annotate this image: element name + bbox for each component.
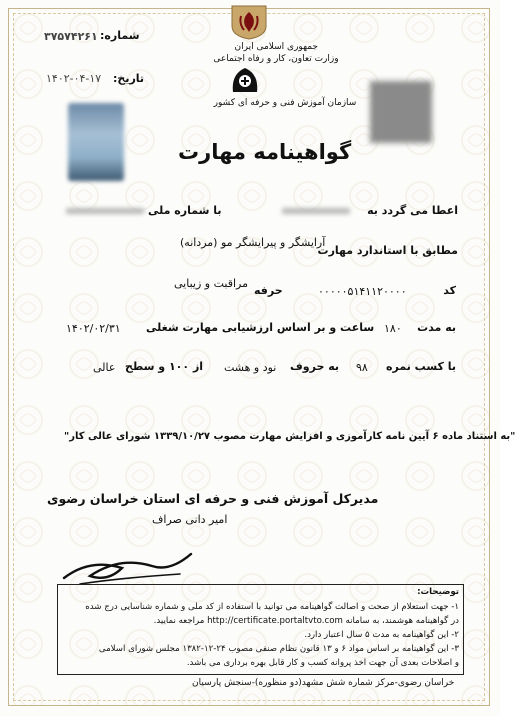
date-value: ۱۴۰۲-۰۴-۱۷ bbox=[46, 72, 102, 85]
national-id-redacted bbox=[66, 208, 144, 214]
organization-name: سازمان آموزش فنی و حرفه ای کشور bbox=[213, 98, 357, 108]
note-line-5: و اصلاحات بعدی آن جهت اخذ پروانه کسب و کار قابل بهره برداری می باشد. bbox=[186, 658, 459, 668]
notes-heading: توضیحات: bbox=[417, 587, 459, 597]
signatory-title: مدیرکل آموزش فنی و حرفه ای استان خراسان رضوی bbox=[47, 491, 379, 506]
exam-date: ۱۴۰۲/۰۲/۳۱ bbox=[66, 322, 121, 335]
level-value: عالی bbox=[93, 361, 116, 374]
trade-value: مراقبت و زیبایی bbox=[174, 277, 248, 290]
score-label: با کسب نمره bbox=[386, 360, 456, 373]
trade-label: حرفه bbox=[254, 284, 283, 297]
note-line-4: ۳- این گواهینامه بر اساس مواد ۶ و ۱۳ قانون نظام صنفی مصوب ۲۴-۱۲-۱۳۸۲ مجلس شورای اسلامی bbox=[98, 644, 459, 654]
footer-center: خراسان رضوی-مرکز شماره شش مشهد(دو منظوره)-سنجش پارسیان bbox=[192, 678, 455, 688]
certificate-number-value: ۳۷۵۷۴۲۶۱ bbox=[44, 30, 98, 43]
holder-photo bbox=[68, 103, 124, 181]
date-label: تاریخ: bbox=[113, 72, 145, 85]
ministry-name: وزارت تعاون، کار و رفاه اجتماعی bbox=[213, 54, 339, 64]
standard-label: مطابق با استاندارد مهارت bbox=[317, 244, 458, 257]
country-name: جمهوری اسلامی ایران bbox=[234, 42, 318, 52]
iran-emblem-icon bbox=[228, 4, 270, 40]
in-words-label: به حروف bbox=[290, 360, 340, 373]
holder-name-redacted bbox=[282, 208, 350, 214]
score-value: ۹۸ bbox=[356, 361, 368, 374]
duration-label: به مدت bbox=[417, 321, 456, 334]
note-line-1: ۱- جهت استعلام از صحت و اصالت گواهینامه می توانید با استفاده از کد ملی و شماره شناسایی درج شده bbox=[85, 602, 459, 612]
national-id-label: با شماره ملی bbox=[148, 204, 222, 217]
certificate-number-label: شماره: bbox=[100, 29, 140, 42]
notes-box bbox=[57, 584, 464, 675]
code-label: کد bbox=[443, 284, 456, 297]
out-of-label: از ۱۰۰ و سطح bbox=[125, 360, 204, 373]
tvto-logo-icon bbox=[229, 64, 261, 96]
in-words-value: نود و هشت bbox=[224, 361, 277, 374]
duration-value: ۱۸۰ bbox=[384, 322, 402, 335]
qr-code-icon bbox=[370, 81, 432, 143]
signatory-name: امیر دانی صراف bbox=[152, 513, 228, 526]
note-line-3: ۲- این گواهینامه به مدت ۵ سال اعتبار دارد. bbox=[304, 630, 459, 640]
standard-value: آرایشگر و پیرایشگر مو (مردانه) bbox=[180, 236, 326, 249]
certificate-title: گواهینامه مهارت bbox=[178, 140, 352, 164]
awarded-to-label: اعطا می گردد به bbox=[367, 204, 458, 217]
note-line-2: در گواهینامه هوشمند، به سامانه http://certificate.portaltvto.com مراجعه نمایید. bbox=[153, 616, 459, 626]
code-value: ۰۰۰۰۰۵۱۴۱۱۲۰۰۰۰ bbox=[318, 285, 407, 298]
hours-label: ساعت و بر اساس ارزشیابی مهارت شغلی bbox=[146, 321, 375, 334]
legal-note: "به استناد ماده ۶ آیین نامه کارآموزی و افزایش مهارت مصوب ۱۳۳۹/۱۰/۲۷ شورای عالی کار" bbox=[64, 431, 515, 442]
